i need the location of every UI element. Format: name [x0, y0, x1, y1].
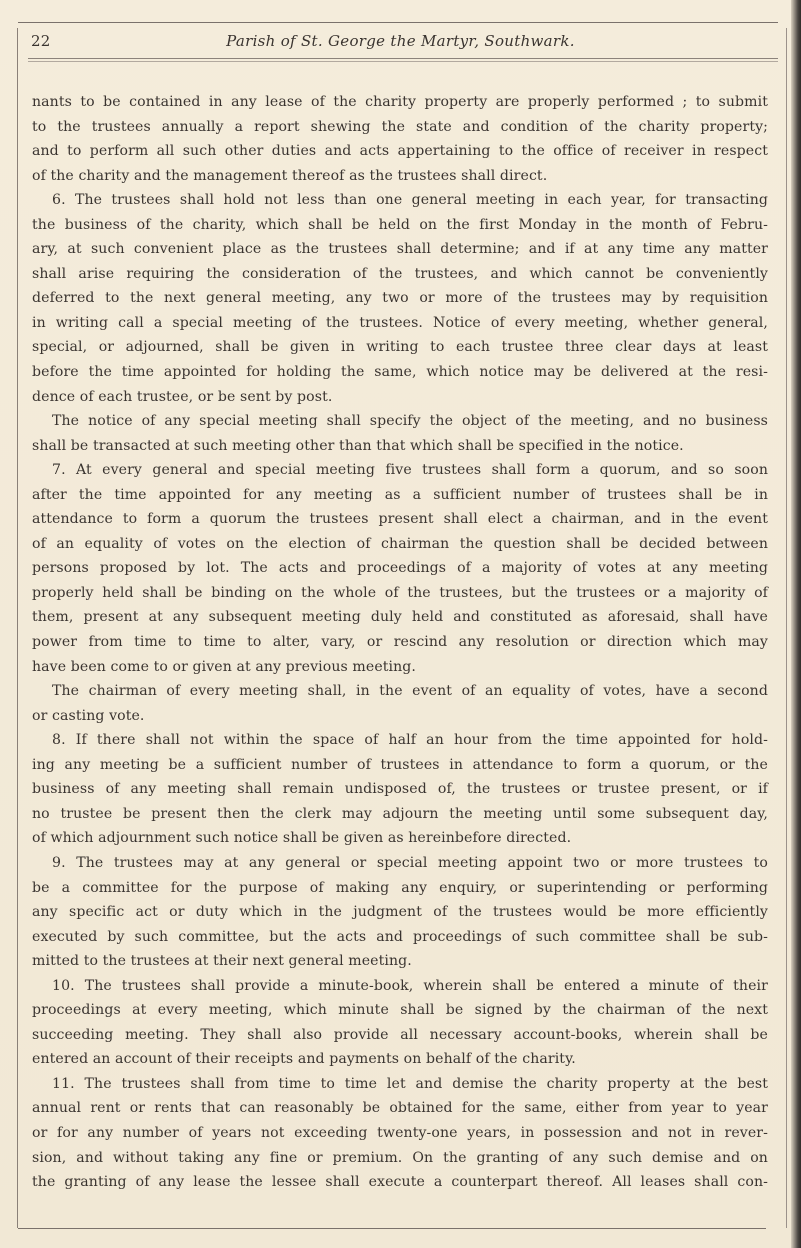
text-line: dence of each trustee, or be sent by post.: [32, 388, 333, 405]
header-rule-secondary: [28, 61, 778, 62]
text-line: 11. The trustees shall from time to time let and demise the charity property at the best: [52, 1075, 768, 1092]
text-line: of an equality of votes on the election of chairman the question shall be decided between: [32, 535, 768, 552]
header-rule: [28, 58, 778, 59]
text-line: 7. At every general and special meeting five trustees shall form a quorum, and so soon: [52, 462, 768, 479]
top-rule: [18, 22, 778, 23]
text-line: no trustee be present then the clerk may adjourn the meeting until some subsequent day,: [32, 805, 768, 822]
text-line: executed by such committee, but the acts and proceedings of such committee shall be sub-: [32, 928, 768, 945]
text-line: 10. The trustees shall provide a minute-book, wherein shall be entered a minute of their: [52, 977, 768, 994]
text-line: business of any meeting shall remain undisposed of, the trustees or trustee present, or if: [32, 781, 768, 798]
text-line: to the trustees annually a report shewing the state and condition of the charity property;: [32, 118, 768, 135]
text-line: have been come to or given at any previous meeting.: [32, 658, 417, 675]
text-line: entered an account of their receipts and payments on behalf of the charity.: [32, 1051, 576, 1068]
text-line: any specific act or duty which in the judgment of the trustees would be more efficiently: [32, 904, 768, 921]
text-line: the business of the charity, which shall be held on the first Monday in the month of Febru-: [32, 216, 768, 233]
running-title: Parish of St. George the Martyr, Southwark.: [226, 32, 575, 50]
text-line: or casting vote.: [32, 707, 145, 724]
text-line: and to perform all such other duties and acts appertaining to the office of receiver in respect: [32, 143, 768, 160]
text-line: 9. The trustees may at any general or special meeting appoint two or more trustees to: [52, 854, 768, 871]
text-line: or for any number of years not exceeding twenty-one years, in possession and not in rever-: [32, 1124, 768, 1141]
text-line: special, or adjourned, shall be given in writing to each trustee three clear days at least: [32, 339, 768, 356]
text-line: in writing call a special meeting of the trustees. Notice of every meeting, whether general,: [32, 314, 768, 331]
text-line: them, present at any subsequent meeting duly held and constituted as aforesaid, shall have: [32, 609, 768, 626]
text-line: 8. If there shall not within the space of half an hour from the time appointed for hold-: [52, 732, 768, 749]
text-line: The notice of any special meeting shall specify the object of the meeting, and no business: [52, 413, 768, 430]
page-border-left: [17, 28, 18, 1228]
text-line: after the time appointed for any meeting as a sufficient number of trustees shall be in: [32, 486, 768, 503]
text-line: succeeding meeting. They shall also provide all necessary account-books, wherein shall be: [32, 1026, 768, 1043]
text-line: nants to be contained in any lease of the charity property are properly performed ; to submit: [32, 94, 768, 110]
text-line: annual rent or rents that can reasonably be obtained for the same, either from year to year: [32, 1100, 768, 1117]
text-line: ing any meeting be a sufficient number of trustees in attendance to form a quorum, or the: [32, 756, 768, 773]
page-number: 22: [31, 32, 51, 50]
text-line: power from time to time to alter, vary, or rescind any resolution or direction which may: [32, 634, 768, 651]
bottom-rule: [18, 1228, 766, 1229]
text-line: of the charity and the management thereof as the trustees shall direct.: [32, 167, 548, 184]
text-line: ary, at such convenient place as the trustees shall determine; and if at any time any matter: [32, 241, 768, 258]
page-border-right: [786, 28, 787, 1228]
book-spine-shadow: [791, 0, 801, 1248]
text-line: proceedings at every meeting, which minute shall be signed by the chairman of the next: [32, 1002, 768, 1019]
text-line: shall be transacted at such meeting other than that which shall be specified in the notice.: [32, 437, 684, 454]
text-line: sion, and without taking any fine or premium. On the granting of any such demise and on: [32, 1149, 768, 1166]
text-line: attendance to form a quorum the trustees present shall elect a chairman, and in the event: [32, 511, 768, 528]
text-line: 6. The trustees shall hold not less than one general meeting in each year, for transacting: [52, 192, 768, 209]
body-text: [32, 90, 768, 1195]
text-line: shall arise requiring the consideration of the trustees, and which cannot be conveniently: [32, 265, 768, 282]
text-line: The chairman of every meeting shall, in the event of an equality of votes, have a second: [52, 683, 768, 700]
text-line: of which adjournment such notice shall be given as hereinbefore directed.: [32, 830, 572, 847]
text-line: mitted to the trustees at their next general meeting.: [32, 953, 412, 970]
text-line: persons proposed by lot. The acts and proceedings of a majority of votes at any meeting: [32, 560, 768, 577]
text-line: deferred to the next general meeting, any two or more of the trustees may by requisition: [32, 290, 768, 307]
text-line: properly held shall be binding on the whole of the trustees, but the trustees or a majority of: [32, 584, 768, 601]
text-line: before the time appointed for holding the same, which notice may be delivered at the resi-: [32, 364, 768, 381]
text-line: the granting of any lease the lessee shall execute a counterpart thereof. All leases shall con-: [32, 1174, 768, 1191]
text-line: be a committee for the purpose of making any enquiry, or superintending or performing: [32, 879, 768, 896]
